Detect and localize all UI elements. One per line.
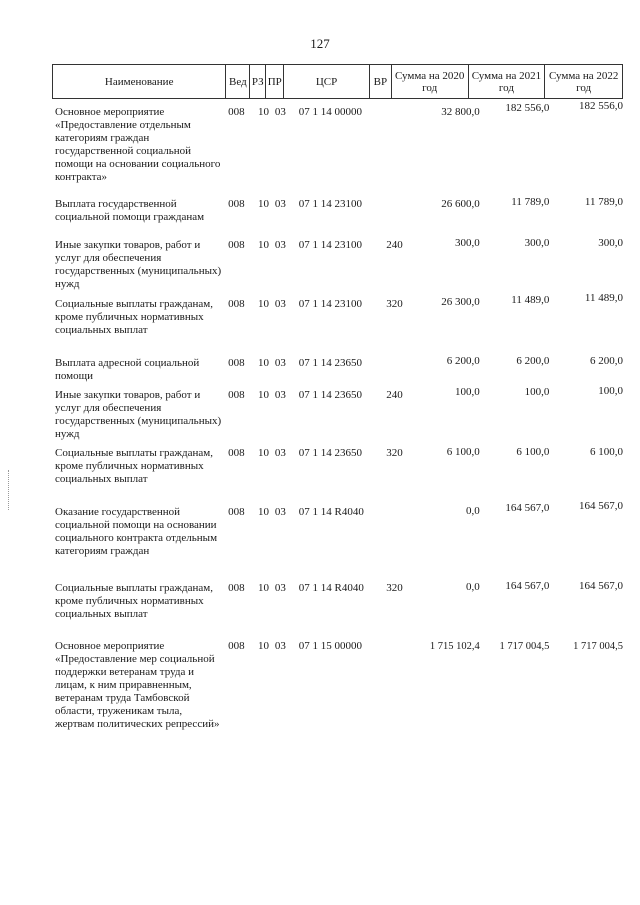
row-sum-2022: 182 556,0 [579, 100, 623, 112]
header-pr: ПР [266, 65, 284, 98]
row-csr: 07 1 14 23650 [298, 447, 362, 459]
row-sum-2020: 1 715 102,4 [429, 641, 480, 652]
row-ved: 008 [228, 357, 245, 369]
row-sum-2020: 26 600,0 [441, 198, 480, 210]
row-csr: 07 1 14 23100 [298, 298, 362, 310]
row-vr [386, 500, 410, 572]
row-sum-2021: 6 200,0 [516, 355, 550, 367]
row-vr: 320 [386, 447, 403, 459]
row-ved: 008 [228, 298, 245, 310]
row-sum-2022: 6 100,0 [590, 446, 623, 458]
row-ved: 008 [228, 239, 245, 251]
row-name: Оказание государственной социальной помощи на основании социального контракта отдельным категориям граждан [55, 506, 218, 557]
row-name: Социальные выплаты гражданам, кроме публичных нормативных социальных выплат [55, 582, 213, 620]
row-rz: 10 [257, 640, 269, 652]
row-csr: 07 1 14 23650 [298, 389, 362, 401]
page-number: 127 [310, 36, 330, 51]
row-sum-2020: 0,0 [466, 581, 480, 593]
row-name: Основное мероприятие «Предоставление мер социальной поддержки ветеранам труда и лицам, к ним приравненным, ветеранам труда Тамбовской области, труженикам тыла, жертвам политических репрессий» [55, 640, 220, 730]
row-ved: 008 [228, 582, 245, 594]
table-row [55, 292, 623, 347]
row-pr: 03 [274, 640, 286, 652]
table-row [55, 100, 623, 188]
row-csr: 07 1 14 R4040 [298, 582, 364, 594]
row-rz: 10 [257, 506, 269, 518]
row-sum-2022: 164 567,0 [579, 580, 623, 592]
row-csr: 07 1 14 R4040 [298, 506, 364, 518]
row-name: Выплата адресной социальной помощи [55, 357, 200, 382]
table-row [55, 233, 623, 288]
row-sum-2021: 100,0 [524, 386, 550, 398]
row-csr: 07 1 14 23100 [298, 239, 362, 251]
row-name: Выплата государственной социальной помощи гражданам [55, 198, 205, 223]
row-sum-2022: 300,0 [598, 237, 623, 249]
row-sum-2021: 11 489,0 [511, 294, 550, 306]
header-vr: ВР [370, 65, 392, 98]
table-body [55, 100, 623, 758]
row-vr [386, 634, 410, 754]
table-row [55, 383, 623, 440]
row-csr: 07 1 14 00000 [298, 106, 362, 118]
row-vr: 240 [386, 389, 403, 401]
row-pr: 03 [274, 582, 286, 594]
row-sum-2020: 100,0 [455, 386, 480, 398]
row-sum-2021: 6 100,0 [516, 446, 550, 458]
row-rz: 10 [257, 239, 269, 251]
row-sum-2022: 164 567,0 [579, 500, 623, 512]
row-rz: 10 [257, 582, 269, 594]
row-sum-2020: 32 800,0 [441, 106, 480, 118]
row-sum-2020: 0,0 [466, 505, 480, 517]
row-name: Иные закупки товаров, работ и услуг для обеспечения государственных (муниципальных) нужд [55, 239, 222, 290]
table-row [55, 634, 623, 754]
header-sum-2022: Сумма на 2022 год [548, 69, 619, 94]
row-ved: 008 [228, 389, 245, 401]
table-row [55, 192, 623, 229]
row-csr: 07 1 15 00000 [298, 640, 362, 652]
table-row [55, 441, 623, 496]
row-pr: 03 [274, 447, 286, 459]
row-sum-2021: 11 789,0 [511, 196, 550, 208]
row-pr: 03 [274, 298, 286, 310]
row-name: Основное мероприятие «Предоставление отдельным категориям граждан государственной социальной помощи на основании социального контракта» [55, 106, 221, 183]
row-rz: 10 [257, 447, 269, 459]
row-name: Иные закупки товаров, работ и услуг для обеспечения государственных (муниципальных) нужд [55, 389, 222, 440]
row-vr: 320 [386, 582, 403, 594]
row-pr: 03 [274, 198, 286, 210]
row-sum-2022: 100,0 [598, 385, 623, 397]
row-name: Социальные выплаты гражданам, кроме публичных нормативных социальных выплат [55, 447, 213, 485]
header-csr: ЦСР [284, 65, 370, 98]
row-rz: 10 [257, 389, 269, 401]
header-ved: Вед [226, 65, 250, 98]
row-sum-2021: 182 556,0 [505, 102, 550, 114]
row-pr: 03 [274, 239, 286, 251]
row-sum-2020: 6 100,0 [446, 446, 480, 458]
row-ved: 008 [228, 640, 245, 652]
header-sum-2021: Сумма на 2021 год [469, 65, 546, 98]
row-sum-2022: 6 200,0 [590, 355, 623, 367]
row-name: Социальные выплаты гражданам, кроме публичных нормативных социальных выплат [55, 298, 213, 336]
table-row [55, 351, 623, 382]
row-sum-2021: 1 717 004,5 [499, 641, 550, 652]
row-sum-2022: 11 489,0 [584, 292, 623, 304]
row-vr: 240 [386, 239, 403, 251]
row-sum-2021: 300,0 [524, 237, 550, 249]
table-header [52, 64, 623, 99]
row-csr: 07 1 14 23100 [298, 198, 362, 210]
row-ved: 008 [228, 447, 245, 459]
row-ved: 008 [228, 106, 245, 118]
row-sum-2020: 6 200,0 [446, 355, 480, 367]
row-pr: 03 [274, 389, 286, 401]
row-rz: 10 [257, 357, 269, 369]
row-pr: 03 [274, 506, 286, 518]
row-pr: 03 [274, 106, 286, 118]
row-ved: 008 [228, 506, 245, 518]
row-vr: 320 [386, 298, 403, 310]
row-csr: 07 1 14 23650 [298, 357, 362, 369]
table-row [55, 500, 623, 572]
row-rz: 10 [257, 198, 269, 210]
row-sum-2021: 164 567,0 [505, 502, 550, 514]
row-vr [386, 100, 410, 188]
row-pr: 03 [274, 357, 286, 369]
row-ved: 008 [228, 198, 245, 210]
row-rz: 10 [257, 106, 269, 118]
header-name: Наименование [53, 65, 226, 98]
row-sum-2021: 164 567,0 [505, 580, 550, 592]
row-sum-2022: 11 789,0 [584, 196, 623, 208]
row-vr [386, 192, 410, 229]
margin-mark [8, 470, 11, 510]
header-rz: РЗ [250, 65, 266, 98]
row-rz: 10 [257, 298, 269, 310]
row-sum-2020: 26 300,0 [441, 296, 480, 308]
row-vr [386, 351, 410, 379]
table-row [55, 576, 623, 630]
header-sum-2020: Сумма на 2020 год [392, 65, 469, 98]
row-sum-2020: 300,0 [455, 237, 480, 249]
row-sum-2022: 1 717 004,5 [573, 641, 623, 652]
